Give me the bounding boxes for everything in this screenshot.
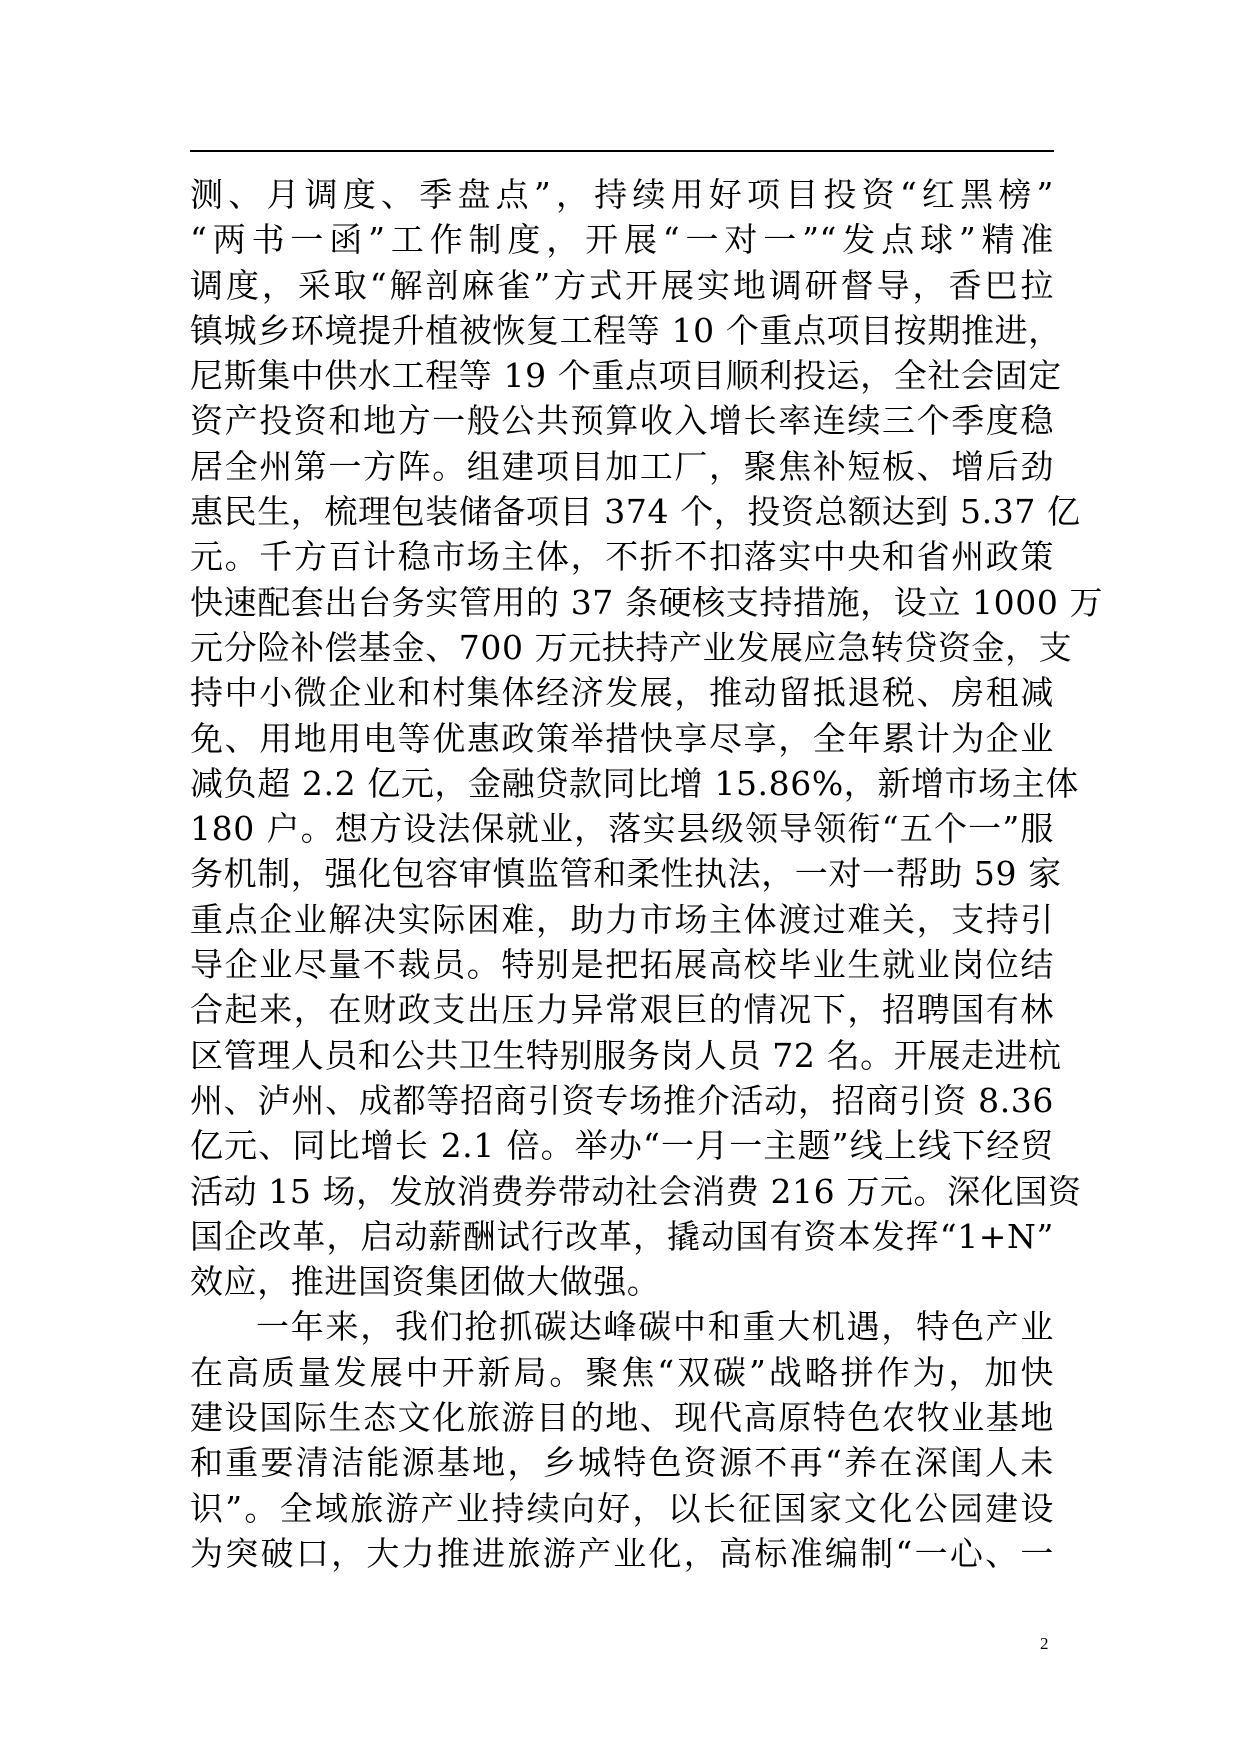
text-line: 在高质量发展中开新局。聚焦“双碳”战略拼作为，加快 <box>190 1352 1054 1392</box>
text-line: 效应，推进国资集团做大做强。 <box>190 1262 661 1302</box>
text-line: 180 户。想方设法保就业，落实县级领导领衔“五个一”服 <box>190 809 1054 849</box>
text-line: 一年来，我们抢抓碳达峰碳中和重大机遇，特色产业 <box>256 1307 1054 1347</box>
text-line: 务机制，强化包容审慎监管和柔性执法，一对一帮助 59 家 <box>190 854 1062 894</box>
page-number: 2 <box>1040 1634 1049 1653</box>
text-line: 合起来，在财政支出压力异常艰巨的情况下，招聘国有林 <box>190 990 1054 1030</box>
text-line: 惠民生，梳理包装储备项目 374 个，投资总额达到 5.37 亿 <box>190 492 1081 532</box>
text-line: 持中小微企业和村集体经济发展，推动留抵退税、房租减 <box>190 673 1054 713</box>
text-line: “两书一函”工作制度，开展“一对一”“发点球”精准 <box>190 220 1054 260</box>
header-rule <box>190 150 1054 152</box>
text-line: 为突破口，大力推进旅游产业化，高标准编制“一心、一 <box>190 1533 1054 1573</box>
text-line: 活动 15 场，发放消费券带动社会消费 216 万元。深化国资 <box>190 1171 1082 1211</box>
text-line: 建设国际生态文化旅游目的地、现代高原特色农牧业基地 <box>190 1398 1054 1438</box>
text-line: 居全州第一方阵。组建项目加工厂，聚焦补短板、增后劲 <box>190 446 1054 486</box>
text-line: 资产投资和地方一般公共预算收入增长率连续三个季度稳 <box>190 401 1054 441</box>
text-line: 亿元、同比增长 2.1 倍。举办“一月一主题”线上线下经贸 <box>190 1126 1054 1166</box>
text-line: 元分险补偿基金、700 万元扶持产业发展应急转贷资金，支 <box>190 627 1073 667</box>
text-line: 区管理人员和公共卫生特别服务岗人员 72 名。开展走进杭 <box>190 1035 1062 1075</box>
text-line: 测、月调度、季盘点”，持续用好项目投资“红黑榜” <box>190 175 1054 214</box>
text-line: 免、用地用电等优惠政策举措快享尽享，全年累计为企业 <box>190 718 1054 758</box>
text-line: 重点企业解决实际困难，助力市场主体渡过难关，支持引 <box>190 899 1054 939</box>
text-line: 镇城乡环境提升植被恢复工程等 10 个重点项目按期推进， <box>190 310 1062 350</box>
body-text <box>190 172 1104 1576</box>
text-line: 元。千方百计稳市场主体，不折不扣落实中央和省州政策 <box>190 537 1054 577</box>
text-line: 州、泸州、成都等招商引资专场推介活动，招商引资 8.36 <box>190 1080 1054 1120</box>
text-line: 国企改革，启动薪酬试行改革，撬动国有资本发挥“1+N” <box>190 1216 1054 1256</box>
text-line: 快速配套出台务实管用的 37 条硬核支持措施，设立 1000 万 <box>190 582 1104 622</box>
text-line: 尼斯集中供水工程等 19 个重点项目顺利投运，全社会固定 <box>190 356 1062 396</box>
text-line: 减负超 2.2 亿元，金融贷款同比增 15.86%，新增市场主体 <box>190 763 1079 803</box>
text-line: 导企业尽量不裁员。特别是把拓展高校毕业生就业岗位结 <box>190 945 1054 985</box>
text-line: 调度，采取“解剖麻雀”方式开展实地调研督导，香巴拉 <box>190 265 1054 305</box>
text-line: 和重要清洁能源基地，乡城特色资源不再“养在深闺人未 <box>190 1443 1054 1483</box>
text-line: 识”。全域旅游产业持续向好，以长征国家文化公园建设 <box>190 1488 1054 1528</box>
